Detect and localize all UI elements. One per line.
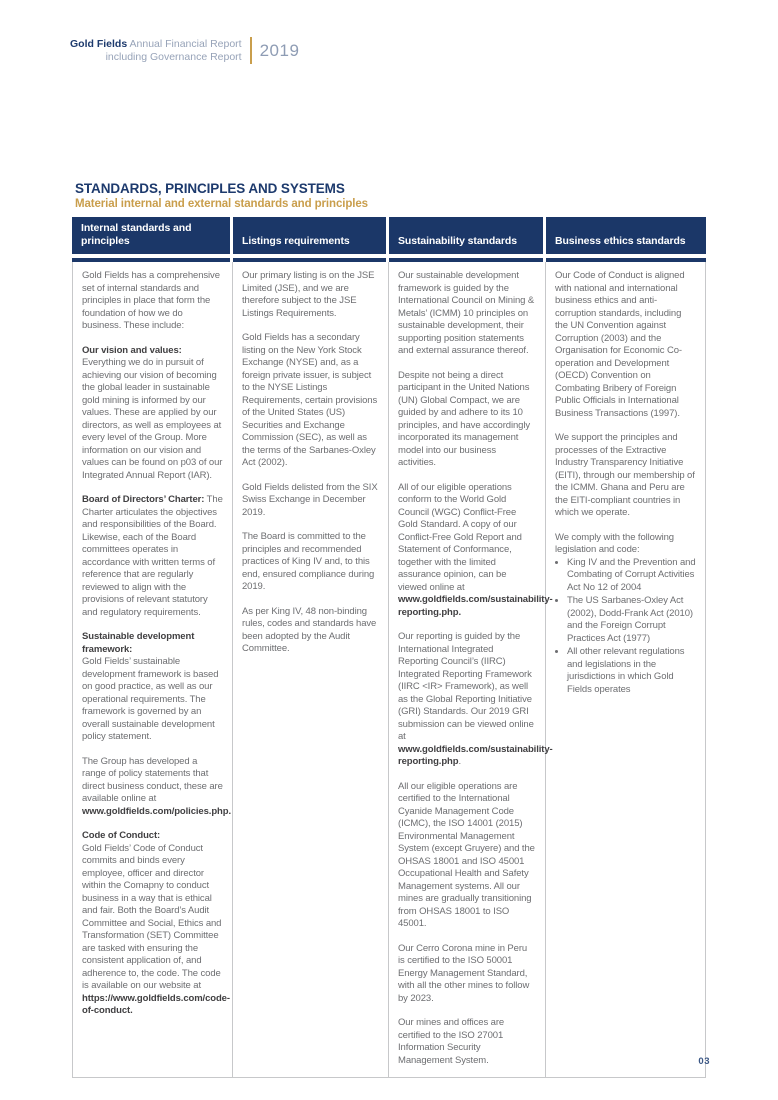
body-text: Gold Fields has a secondary listing on the New York Stock Exchange (NYSE) and, as a foreign private issuer, is subject to the NYSE Listings Requirements, certain provisions of the United States (US) Securities and Exchange Commission (SEC), as well as the terms of the Sarbanes-Oxley Act (2002). — [242, 332, 378, 468]
text-block — [555, 532, 696, 697]
bullet-item: • The US Sarbanes-Oxley Act (2002), Dodd-Frank Act (2010) and the Foreign Corrupt Practices Act (1977) — [567, 595, 696, 645]
body-text: Our mines and offices are certified to the ISO 27001 Information Security Management System. — [398, 1017, 505, 1066]
bold-text: https://www.goldfields.com/code-of-conduct. — [82, 992, 230, 1016]
brand-line-2: including Governance Report — [105, 50, 242, 63]
body-text: Our reporting is guided by the International Integrated Reporting Council’s (IIRC) Integrated Reporting Framework (IIRC <IR> Framework), as well as the Global Reporting Initiative (GRI) Standards. Our 2019 GRI submission can be viewed online at — [398, 631, 534, 742]
body-text: Our Cerro Corona mine in Peru is certified to the ISO 50001 Energy Management Standard, with all the other mines to follow by 2023. — [398, 942, 530, 1004]
brand-name: Gold Fields — [70, 38, 128, 50]
text-block — [555, 270, 696, 420]
bullet-item: • All other relevant regulations and legislations in the jurisdictions in which Gold Fields operates — [567, 646, 696, 696]
paragraph — [398, 943, 536, 1006]
paragraph — [242, 270, 379, 320]
paragraph — [398, 1017, 536, 1067]
table-header-business-ethics-standards: Business ethics standards — [546, 217, 706, 254]
bullet-item: • King IV and the Prevention and Combating of Corrupt Activities Act No 12 of 2004 — [567, 557, 696, 595]
table-column-sustainability-standards — [389, 262, 553, 1077]
text-block — [82, 830, 230, 1018]
text-block — [398, 631, 553, 769]
page-subtitle: Material internal and external standards and principles — [75, 198, 368, 210]
body-text: Gold Fields’ Code of Conduct commits and binds every employee, officer and director within the Comapny to conduct business in a way that is ethical and fair. Both the Board’s Audit Committee and Social, Ethics and Transformation (SET) Committee are tasked with ensuring the consistent application of, and adherence to, the code. The code is available on our website at — [82, 842, 222, 991]
body-text: All of our eligible operations conform to the World Gold Council (WGC) Conflict-Free Gold Standard. A copy of our Conflict-Free Gold Report and Statement of Conformance, together with the limited assurance opinion, can be viewed online at — [398, 481, 522, 593]
block-heading: Code of Conduct: — [82, 830, 161, 841]
text-block — [82, 755, 231, 819]
table-column-internal-standards — [72, 262, 233, 1077]
brand-divider — [250, 37, 252, 64]
text-block — [82, 345, 223, 483]
text-block — [82, 494, 223, 619]
table-header-sustainability-standards: Sustainability standards — [389, 217, 546, 254]
paragraph — [398, 370, 536, 470]
text-block — [82, 631, 223, 744]
body-text: Everything we do in pursuit of achieving our vision of becoming the global leader in sustainable gold mining is informed by our values. These are applied by our directors, as well as employees at every level of the Group. More information on our vision and values can be found on p03 of our Integrated Annual Report (IAR). — [82, 357, 223, 481]
body-text: . — [458, 756, 461, 767]
text-block — [242, 606, 379, 656]
table-column-business-ethics-standards — [546, 262, 706, 1077]
text-block — [82, 270, 223, 333]
brand-report-type: Annual Financial Report — [129, 38, 242, 50]
paragraph — [82, 656, 223, 744]
text-block — [398, 943, 536, 1006]
bold-text: www.goldfields.com/policies.php. — [82, 805, 231, 817]
text-block — [555, 432, 696, 520]
paragraph — [82, 345, 223, 483]
text-block — [398, 370, 536, 470]
page-number: 03 — [698, 1056, 710, 1067]
page-title: STANDARDS, PRINCIPLES AND SYSTEMS — [75, 181, 345, 196]
body-text: Gold Fields’ sustainable development framework is based on good practice, as well as our operational requirements. The framework is governed by an overall sustainable development policy statement. — [82, 656, 219, 742]
body-text: As per King IV, 48 non-binding rules, codes and standards have been adopted by the Audit Committee. — [242, 605, 377, 654]
text-block — [242, 482, 379, 520]
body-text: Gold Fields delisted from the SIX Swiss Exchange in December 2019. — [242, 481, 378, 518]
body-text: We comply with the following legislation and code: — [555, 531, 674, 555]
title-block — [75, 181, 368, 210]
bold-text: Our vision and values: — [82, 344, 182, 356]
paragraph — [242, 332, 379, 470]
text-block — [242, 270, 379, 320]
text-block — [242, 332, 379, 470]
text-block — [398, 270, 536, 358]
paragraph — [555, 270, 696, 420]
paragraph — [398, 631, 553, 769]
paragraph — [398, 270, 536, 358]
body-text: The Board is committed to the principles and recommended practices of King IV and, to this end, ensured compliance during 2019. — [242, 531, 375, 592]
brand-line-1 — [70, 38, 242, 51]
brand-year: 2019 — [259, 40, 300, 60]
paragraph — [242, 531, 379, 594]
paragraph — [398, 481, 553, 620]
paragraph — [242, 482, 379, 520]
paragraph — [242, 606, 379, 656]
bold-text: Board of Directors’ Charter: — [82, 494, 205, 505]
table-header-listings-requirements: Listings requirements — [233, 217, 389, 254]
bold-text: www.goldfields.com/sustainability-reporting.php — [398, 743, 553, 767]
paragraph — [398, 781, 536, 931]
text-block — [398, 481, 553, 620]
table-header-internal-standards: Internal standards and principles — [72, 217, 233, 254]
paragraph — [555, 432, 696, 520]
table-column-listings-requirements — [233, 262, 389, 1077]
body-text: Our Code of Conduct is aligned with national and international business ethics and anti-corruption standards, including the UN Convention against Corruption (2003) and the Organisation for Economic Co-operation and Development (OECD) Convention on Combating Bribery of Foreign Public Officials in International Business Transactions (1997). — [555, 270, 685, 419]
body-text: All our eligible operations are certified to the International Cyanide Management Code (ICMC), the ISO 14001 (2015) Environmental Management System (except Gruyere) and the OHSAS 18001 and ISO 45001 Occupational Health and Safety Management systems. All our mines are gradually transitioning from OHSAS 18001 to ISO 45001. — [398, 780, 535, 929]
text-block — [242, 531, 379, 594]
table-body-row — [72, 262, 706, 1078]
bold-text: www.goldfields.com/sustainability-reporting.php. — [398, 594, 553, 618]
body-text: Despite not being a direct participant in the United Nations (UN) Global Compact, we are guided by and adhere to its 10 principles, and have accordingly incorporated its management model into our business activities. — [398, 369, 530, 468]
body-text: The Group has developed a range of policy statements that direct business conduct, these are available online at — [82, 755, 223, 804]
body-text: Gold Fields has a comprehensive set of internal standards and principles in place that form the foundation of how we do business. These include: — [82, 270, 220, 331]
text-block — [398, 1017, 536, 1067]
body-text: We support the principles and processes of the Extractive Industry Transparency Initiative (EITI), through our membership of the ICMM. Ghana and Peru are the EITI-compliant countries in which we operate. — [555, 432, 695, 518]
body-text: Our primary listing is on the JSE Limited (JSE), and we are therefore subject to the JSE Listings Requirements. — [242, 270, 375, 319]
bullet-list — [555, 557, 696, 697]
body-text: Our sustainable development framework is guided by the International Council on Mining & Metals’ (ICMM) 10 principles on sustainable development, their supporting position statements and external assurance thereof. — [398, 270, 535, 356]
body-text: The Charter articulates the objectives and responsibilities of the Board. Likewise, each of the Board committees operates in accordance with written terms of reference that are regularly reviewed to align with the provisions of relevant statutory and regulatory requirements. — [82, 494, 223, 618]
text-block — [398, 781, 536, 931]
paragraph — [82, 270, 223, 333]
standards-table — [72, 217, 706, 1078]
paragraph — [82, 494, 223, 619]
brand-text — [70, 38, 242, 63]
paragraph — [82, 755, 231, 819]
table-header-row — [72, 217, 706, 254]
paragraph — [555, 532, 696, 557]
paragraph — [82, 842, 230, 1018]
brand-header — [70, 37, 299, 64]
block-heading: Sustainable development framework: — [82, 631, 195, 655]
